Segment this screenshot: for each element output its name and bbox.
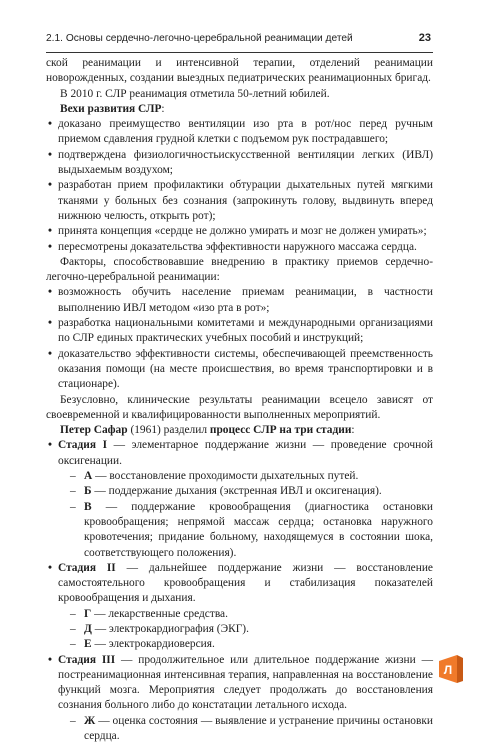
- stage-steps: [58, 714, 433, 744]
- step-letter: Ж: [84, 714, 96, 727]
- list-item: • доказано преимущество вентиляции изо рта в рот/нос перед ручным приемом сдавления грудной клетки с подъемом рук пострадавшего;: [46, 117, 433, 148]
- list-item: • разработан прием профилактики обтурации дыхательных путей мягкими тканями у больных без сознания (запрокинуть голову, выдвинуть вперед нижнюю челюсть, открыть рот);: [46, 178, 433, 224]
- page-body: [46, 56, 433, 744]
- list-item: • подтверждена физиологичностьискусственной вентиляции легких (ИВЛ) выдыхаемым воздухом;: [46, 148, 433, 179]
- list-item: • принята концепция «сердце не должно умирать и мозг не должен умирать»;: [46, 224, 433, 239]
- stage-step: [58, 622, 433, 637]
- list-item: • разработка национальными комитетами и международными организациями по СЛР единых практических учебных пособий и инструкций;: [46, 316, 433, 347]
- step-letter: Е: [84, 638, 92, 651]
- step-letter: А: [84, 470, 93, 483]
- header-divider: [46, 52, 433, 53]
- stage-text: — дальнейшее поддержание жизни — восстановление самостоятельного кровообращения и стабилизация показателей кровообращения и дыхания.: [58, 561, 433, 605]
- stage-item: [46, 438, 433, 560]
- step-text: — электрокардиоверсия.: [91, 638, 215, 651]
- page-number: 23: [418, 32, 431, 44]
- list-item: • пересмотрены доказательства эффективности наружного массажа сердца.: [46, 240, 433, 255]
- stage-steps: [58, 469, 433, 561]
- logo-book-spine: [457, 655, 463, 683]
- safar-year: (1961) разделил: [127, 424, 210, 437]
- stage-item: [46, 561, 433, 653]
- step-text: — лекарственные средства.: [91, 607, 228, 620]
- list-item: • доказательство эффективности системы, обеспечивающей преемственность оказания помощи (на месте происшествия, во время транспортировки и в стационаре).: [46, 347, 433, 393]
- stage-label: Стадия III: [58, 653, 116, 666]
- step-text: — поддержание дыхания (экстренная ИВЛ и оксигенация).: [91, 485, 382, 498]
- milestones-heading-text: Вехи развития СЛР: [60, 102, 162, 115]
- safar-stages-phrase: процесс СЛР на три стадии: [209, 424, 352, 437]
- step-text: — поддержание кровообращения (диагностика остановки кровообращения; непрямой массаж сердца; остановка наружного кровотечения; придание больному, находящемуся в состоянии шока, соответствующего положения).: [84, 500, 433, 559]
- stage-step: [58, 714, 433, 744]
- stages-list: [46, 438, 433, 744]
- continuation-paragraph: ской реанимации и интенсивной терапии, отделений реанимации новорожденных, создании выездных педиатрических реанимационных бригад.: [46, 57, 433, 85]
- stage-step: [58, 500, 433, 561]
- list-item: • возможность обучить население приемам реанимации, в частности выполнению ИВЛ методом «изо рта в рот»;: [46, 285, 433, 316]
- step-letter: В: [84, 500, 92, 513]
- step-letter: Г: [84, 607, 92, 620]
- stage-step: [58, 484, 433, 499]
- step-letter: Д: [84, 622, 92, 635]
- stage-label: Стадия I: [58, 439, 108, 452]
- stage-step: [58, 637, 433, 652]
- stage-step: [58, 607, 433, 622]
- jubilee-paragraph: В 2010 г. СЛР реанимация отметила 50-летний юбилей.: [60, 87, 330, 100]
- safar-name: Петер Сафар: [60, 424, 128, 437]
- milestones-heading: [46, 102, 433, 117]
- stage-step: [58, 469, 433, 484]
- step-text: — электрокардиография (ЭКГ).: [91, 622, 249, 635]
- step-letter: Б: [84, 485, 92, 498]
- logo-letter: Л: [443, 663, 453, 677]
- conclusion-paragraph: Безусловно, клинические результаты реанимации всецело зависят от своевременной и квалифицированности выполненных мероприятий.: [46, 393, 433, 421]
- safar-paragraph: [46, 423, 433, 438]
- safar-colon: :: [351, 424, 355, 437]
- step-text: — оценка состояния — выявление и устранение причины остановки сердца.: [84, 714, 433, 743]
- factors-list: [46, 285, 433, 392]
- publisher-logo-icon: [437, 655, 465, 683]
- stage-steps: [58, 607, 433, 653]
- stage-label: Стадия II: [58, 561, 116, 574]
- stage-item: [46, 653, 433, 744]
- running-header-title: 2.1. Основы сердечно-легочно-церебральной реанимации детей: [46, 33, 353, 44]
- milestones-list: [46, 117, 433, 255]
- stage-text: — продолжительное или длительное поддержание жизни — постреанимационная интенсивная терапия, направленная на восстановление функций мозга. Мероприятия следует продолжать до восстановления сознания больного либо до констатации летального исхода.: [58, 653, 433, 712]
- step-text: — восстановление проходимости дыхательных путей.: [92, 470, 359, 483]
- factors-paragraph: Факторы, способствовавшие внедрению в практику приемов сердечно-легочно-церебральной реанимации:: [46, 255, 433, 284]
- stage-text: — элементарное поддержание жизни — проведение срочной оксигенации.: [58, 439, 433, 467]
- milestones-heading-colon: :: [161, 102, 165, 115]
- running-header: [46, 32, 431, 50]
